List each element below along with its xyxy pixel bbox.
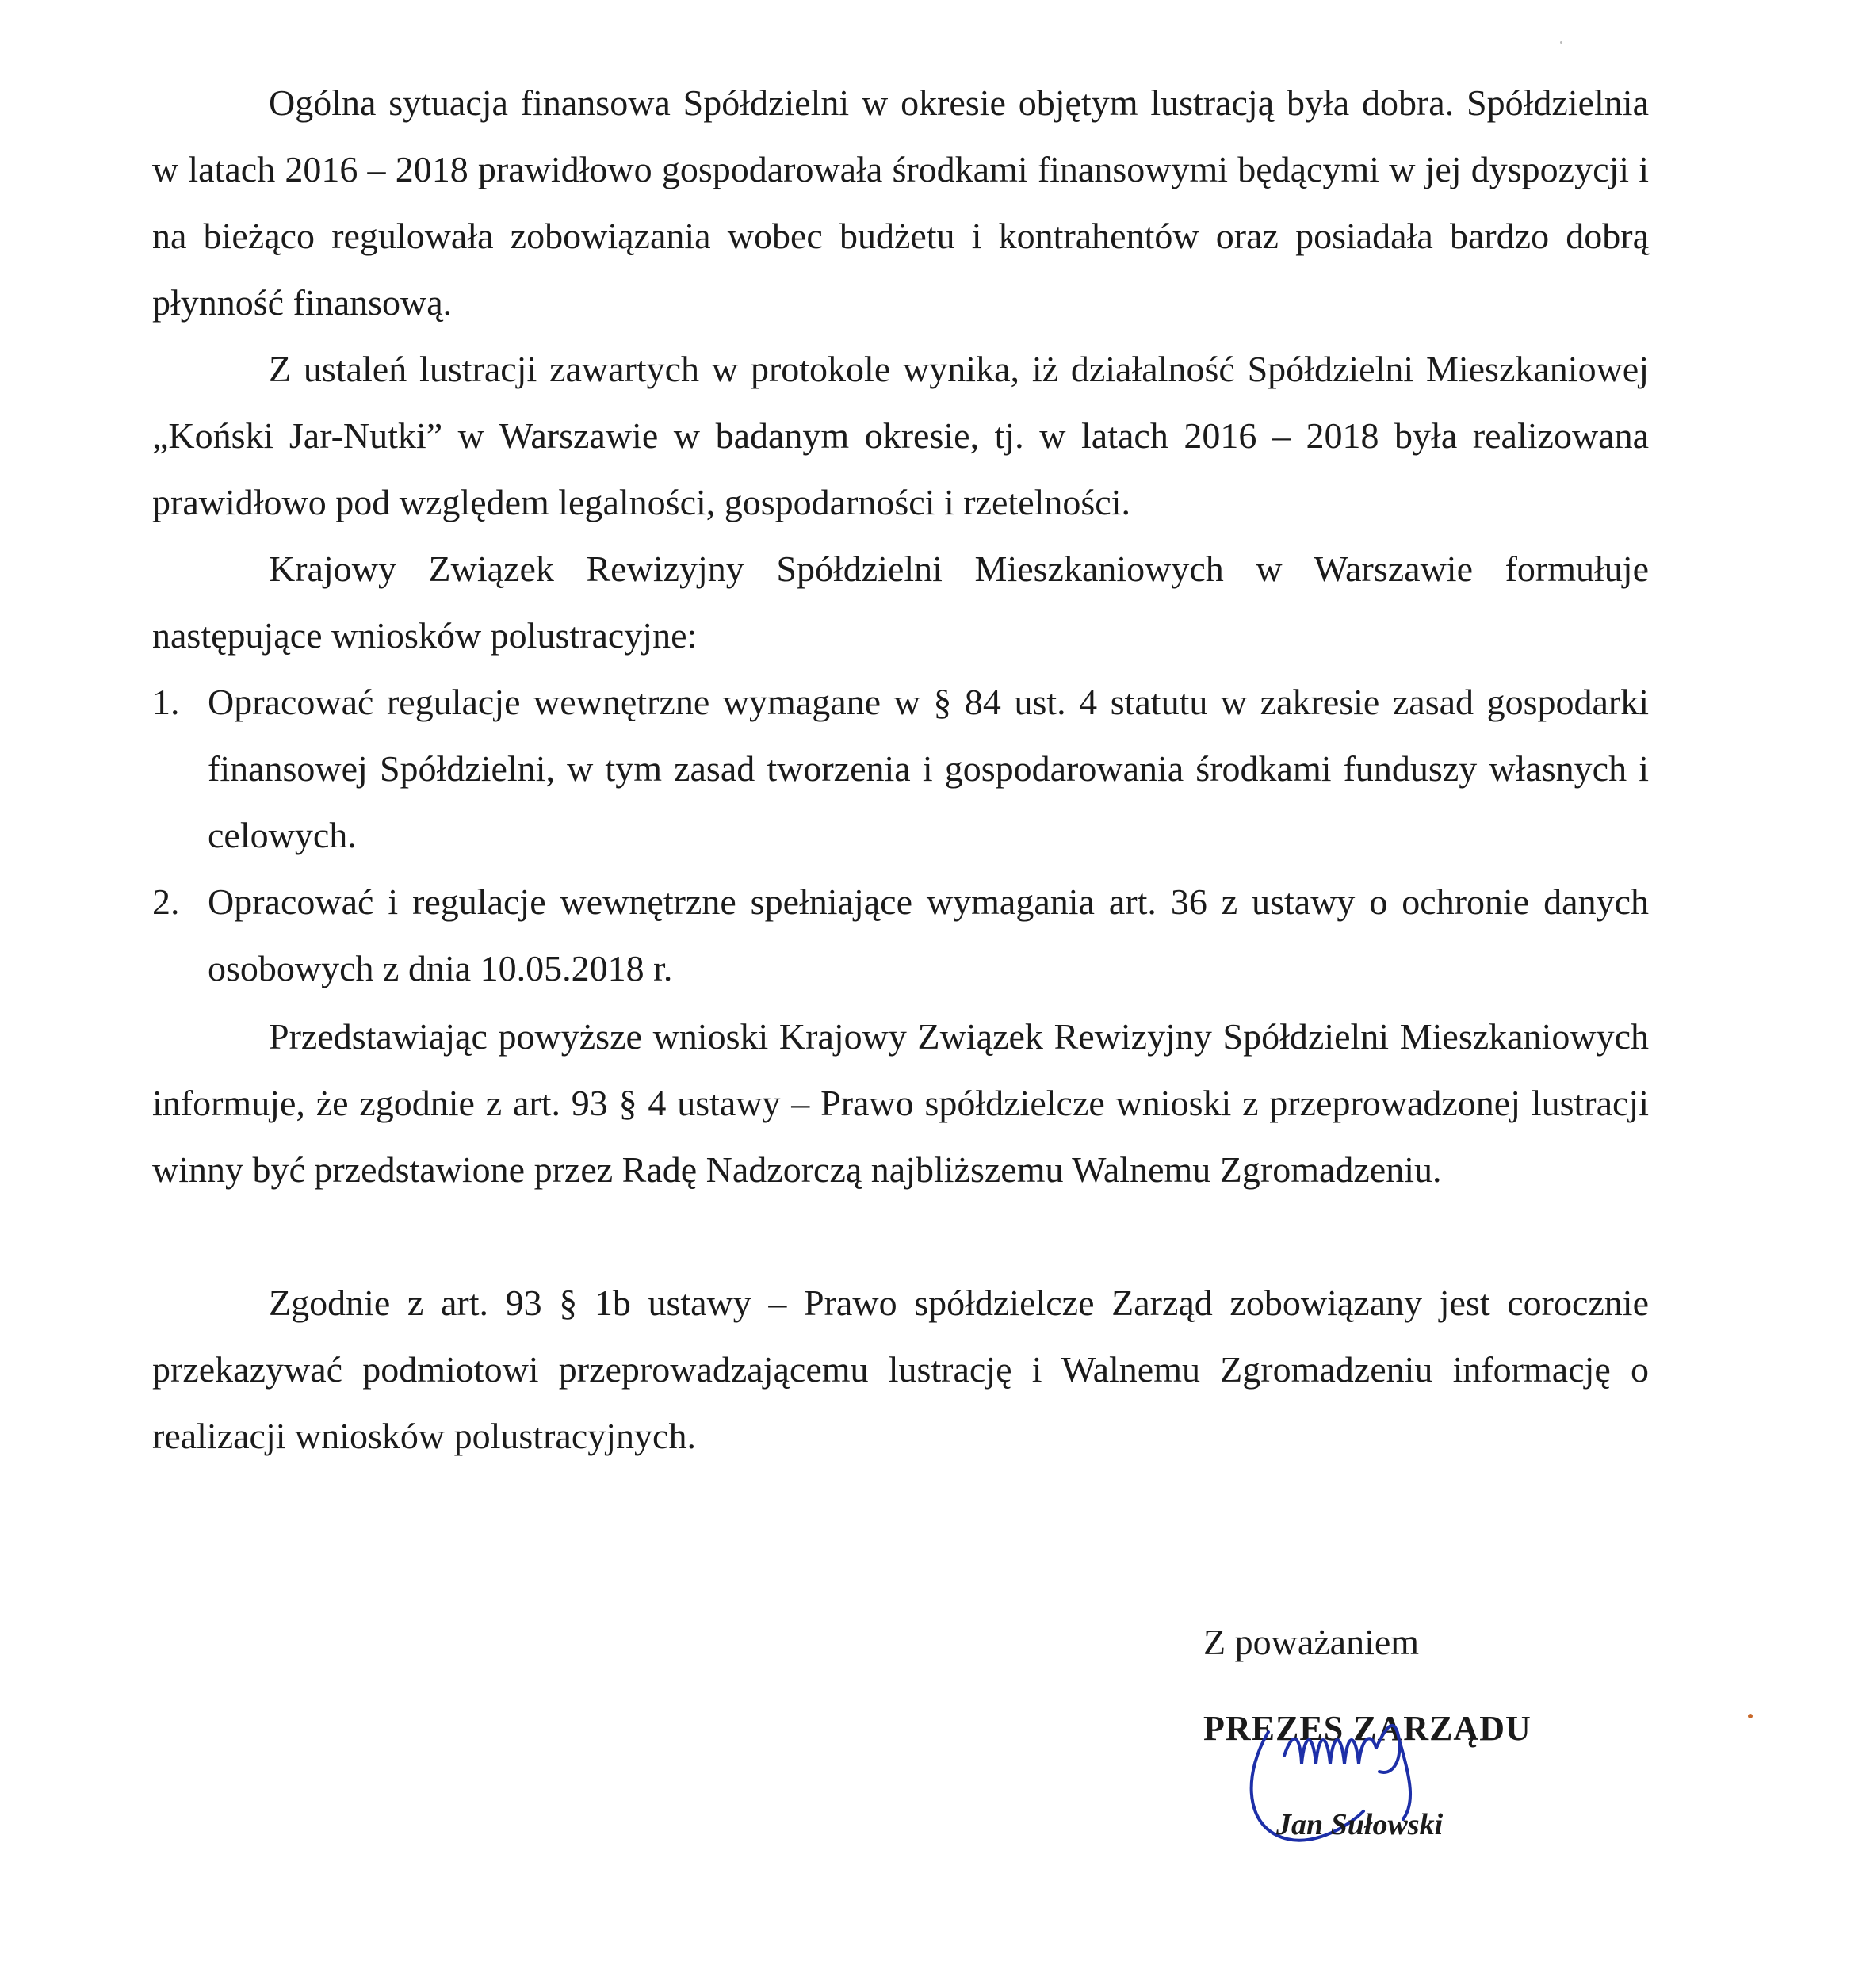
list-item-number: 1.: [152, 682, 180, 722]
signatory-name: Jan Sułowski: [1276, 1808, 1444, 1841]
paragraph-conclusions-intro: Krajowy Związek Rewizyjny Spółdzielni Mieszkaniowych w Warszawie formułuje następujące wniosków polustracyjne:: [152, 549, 1649, 656]
list-item: [152, 869, 1649, 1002]
paragraph-law-reference: Przedstawiając powyższe wnioski Krajowy Związek Rewizyjny Spółdzielni Mieszkaniowych informuje, że zgodnie z art. 93 § 4 ustawy – Prawo spółdzielcze wnioski z przeprowadzonej lustracji winny być przedstawione przez Radę Nadzorczą najbliższemu Walnemu Zgromadzeniu.: [152, 1016, 1649, 1190]
list-item-text: Opracować regulacje wewnętrzne wymagane w § 84 ust. 4 statutu w zakresie zasad gospodarki finansowej Spółdzielni, w tym zasad tworzenia i gospodarowania środkami funduszy własnych i celowych.: [208, 682, 1649, 855]
scan-speck: [1560, 41, 1562, 44]
scan-speck: [1748, 1714, 1753, 1718]
signatory-title: PREZES ZARZĄDU: [1203, 1709, 1532, 1748]
paragraph-board-obligation: Zgodnie z art. 93 § 1b ustawy – Prawo spółdzielcze Zarząd zobowiązany jest corocznie przekazywać podmiotowi przeprowadzającemu lustrację i Walnemu Zgromadzeniu informację o realizacji wniosków polustracyjnych.: [152, 1283, 1649, 1456]
list-item-text: Opracować i regulacje wewnętrzne spełniające wymagania art. 36 z ustawy o ochronie danych osobowych z dnia 10.05.2018 r.: [208, 881, 1649, 988]
paragraph-audit-findings: Z ustaleń lustracji zawartych w protokole wynika, iż działalność Spółdzielni Mieszkaniowej „Koński Jar-Nutki” w Warszawie w badanym okresie, tj. w latach 2016 – 2018 była realizowana prawidłowo pod względem legalności, gospodarności i rzetelności.: [152, 349, 1649, 522]
list-item-number: 2.: [152, 881, 180, 922]
paragraph-financial-situation: Ogólna sytuacja finansowa Spółdzielni w okresie objętym lustracją była dobra. Spółdzielnia w latach 2016 – 2018 prawidłowo gospodarowała środkami finansowymi będącymi w jej dyspozycji i na bieżąco regulowała zobowiązania wobec budżetu i kontrahentów oraz posiadała bardzo dobrą płynność finansową.: [152, 82, 1649, 323]
closing-salutation: Z poważaniem: [1203, 1622, 1420, 1662]
list-item: [152, 669, 1649, 869]
